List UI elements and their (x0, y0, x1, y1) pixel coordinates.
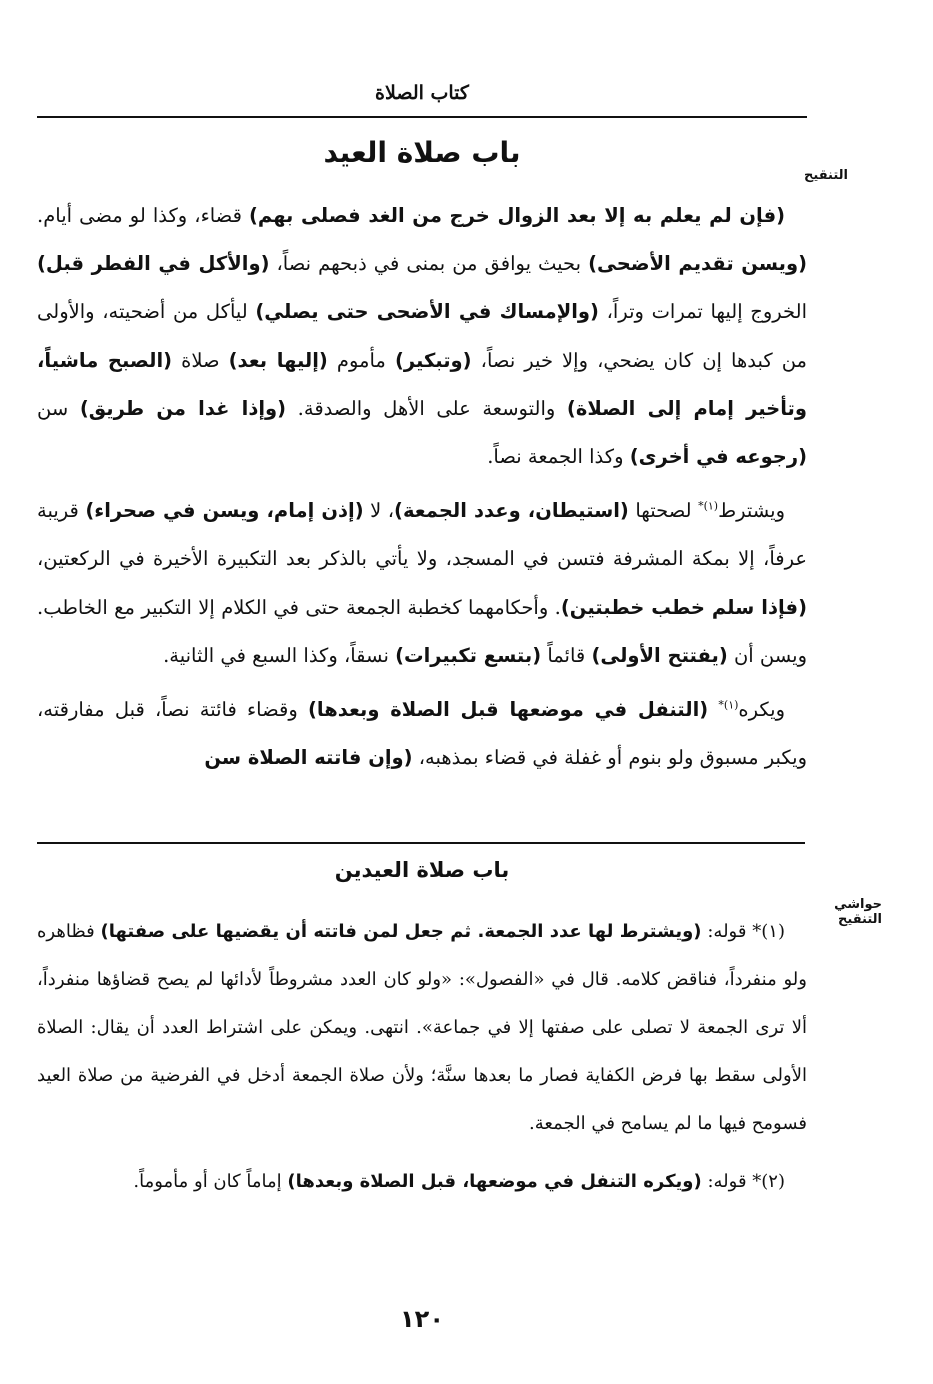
matn-text: (إليها بعد) (228, 348, 328, 372)
note-text: إماماً كان أو مأموماً. (133, 1171, 288, 1192)
matn-text: (الصبح ماشياً، وتأخير إمام إلى الصلاة) (37, 348, 807, 420)
sharh-text: ليأكل من أضحيته، والأولى من كبدها إن كان يضحي، وإلا خير نصاً، (37, 300, 807, 372)
matn-text: (فإن لم يعلم به إلا بعد الزوال خرج من الغد فصلى بهم) (248, 204, 785, 227)
sharh-text: ويشترط (718, 499, 786, 523)
sharh-text: والتوسعة على الأهل والصدقة. (286, 396, 567, 420)
footnote-marker[interactable]: (١)* (718, 698, 739, 712)
sharh-text: قضاء، وكذا لو مضى أيام. (37, 204, 249, 227)
matn-text: (بتسع تكبيرات) (395, 643, 542, 667)
matn-text: (وإن فاتته الصلاة سن (204, 746, 413, 770)
sharh-text: وقضاء فائتة نصاً، قبل مفارقته، ويكبر مسبوق ولو بنوم أو غفلة في قضاء بمذهبه، (37, 698, 807, 770)
matn-text: (إذن إمام، ويسن في صحراء) (85, 499, 364, 523)
margin-label-notes: حواشي التنقيح (834, 897, 882, 927)
note-lead: (١)* قوله: (701, 921, 785, 942)
sharh-text: نسقاً، وكذا السبع في الثانية. (163, 643, 396, 667)
quoted-matn: (ويكره التنفل في موضعها، قبل الصلاة وبعدها) (287, 1171, 702, 1192)
main-text-body (37, 192, 807, 782)
note-lead: (٢)* قوله: (701, 1171, 785, 1192)
matn-text: (فإذا سلم خطب خطبتين) (560, 595, 807, 619)
footnote-marker[interactable]: (١)* (698, 499, 719, 513)
main-paragraph-2 (37, 487, 807, 680)
notes-title: باب صلاة العيدين (334, 858, 510, 882)
note-2 (37, 1158, 807, 1206)
sharh-text: ويكره (738, 698, 785, 722)
matn-text: (والإمساك في الأضحى حتى يصلي) (255, 300, 599, 324)
matn-text: (وإذا غدا من طريق) (79, 396, 287, 420)
matn-text: (ويسن تقديم الأضحى) (588, 252, 808, 276)
sharh-text: سن (37, 396, 80, 420)
note-1 (37, 908, 807, 1148)
sharh-text: . وأحكامهما كخطبة الجمعة حتى في الكلام إلا التكبير مع الخاطب. ويسن أن (37, 595, 807, 667)
sharh-text (708, 698, 718, 721)
sharh-text: الخروج إليها تمرات وتراً، (598, 300, 807, 324)
sharh-text: وكذا الجمعة نصاً. (487, 445, 630, 469)
matn-text: (والأكل في الفطر قبل) (37, 252, 270, 276)
sharh-text: قائماً (541, 643, 592, 667)
quoted-matn: (ويشترط لها عدد الجمعة. ثم جعل لمن فاتته أن يقضيها على صفتها) (100, 921, 702, 942)
notes-separator-rule (37, 842, 805, 844)
sharh-text: صلاة (172, 348, 229, 372)
sharh-text: لصحتها (628, 499, 699, 523)
note-text: فظاهره ولو منفرداً، فناقض كلامه. قال في «الفصول»: «ولو كان العدد مشروطاً لأدائها لم يصح قضاؤها منفرداً، ألا ترى الجمعة لا تصلى على صفتها إلا في جماعة». انتهى. ويمكن على اشتراط العدد أن يقال: الصلاة الأولى سقط بها فرض الكفاية فصار ما بعدها سنَّة؛ ولأن صلاة الجمعة أدخل في الفرضية من صلاة العيد فسومح فيها ما لم يسامح في الجمعة. (37, 921, 807, 1134)
header-rule (37, 116, 807, 118)
matn-text: (يفتتح الأولى) (591, 643, 728, 667)
matn-text: (رجوعه في أخرى) (629, 445, 807, 469)
sharh-text: ، لا (363, 499, 395, 523)
sharh-text: بحيث يوافق من بمنى في ذبحهم نصاً، (269, 252, 589, 276)
main-paragraph-1 (37, 192, 807, 481)
margin-label-tanqih: التنقيح (804, 168, 848, 183)
chapter-title: باب صلاة العيد (323, 136, 521, 169)
sharh-text: قريبة عرفاً، إلا بمكة المشرفة فتسن في المسجد، ولا يأتي بالذكر بعد التكبيرة الأخيرة في الركعتين، (37, 499, 807, 571)
matn-text: (استيطان، وعدد الجمعة) (394, 499, 629, 523)
main-paragraph-3 (37, 686, 807, 782)
notes-text-body (37, 908, 807, 1206)
sharh-text: مأموم (327, 348, 395, 372)
page-number: ١٢٠ (400, 1305, 444, 1333)
running-header: كتاب الصلاة (375, 82, 469, 104)
matn-text: (التنفل في موضعها قبل الصلاة وبعدها) (307, 698, 709, 722)
matn-text: (وتبكير) (394, 348, 472, 372)
